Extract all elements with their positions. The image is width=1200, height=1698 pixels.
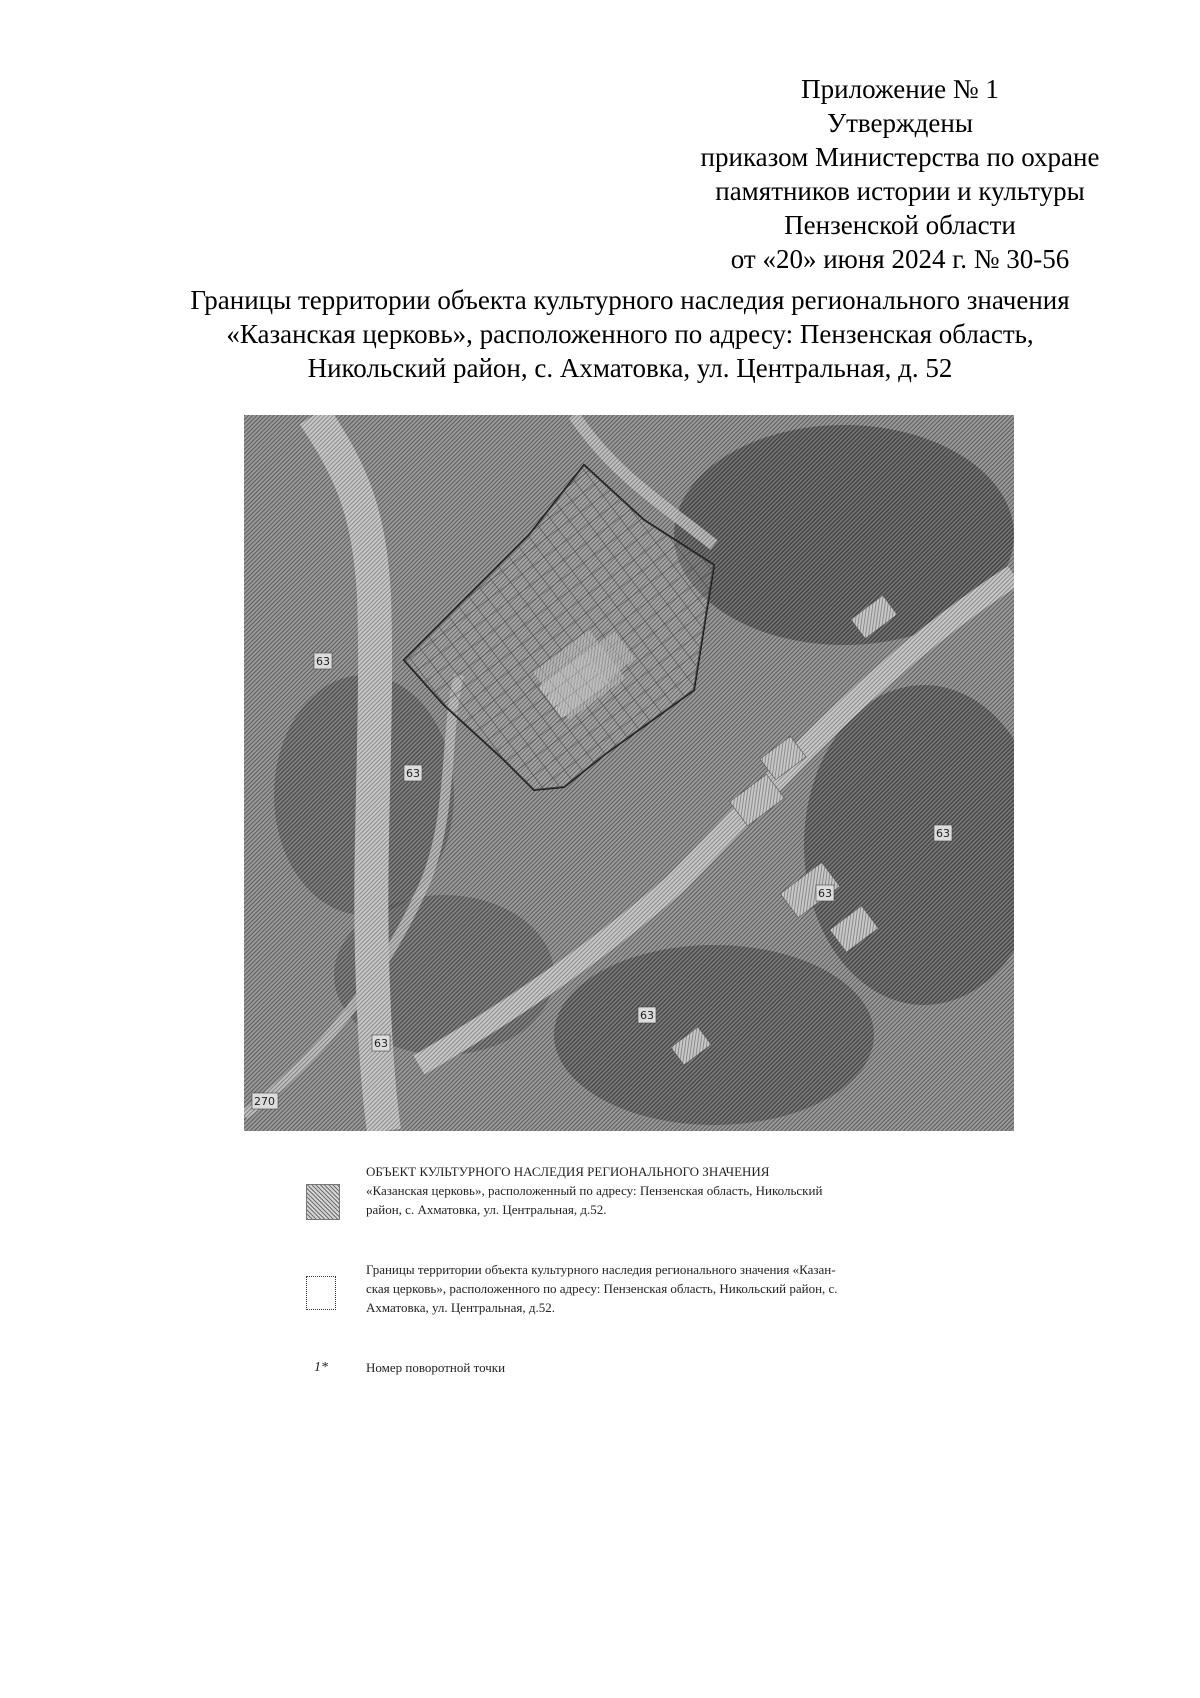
house-number-label — [934, 825, 952, 841]
order-line-3: Пензенской области — [784, 210, 1016, 240]
house-number-label — [816, 885, 834, 901]
legend-text: Границы территории объекта культурного наследия регионального значения «Казан- ская церковь», расположенного по адресу: Пензенская область, Никольский район, с. Ахматовка, ул. Центральная, д.52. — [366, 1262, 838, 1315]
house-number-label — [404, 765, 422, 781]
title-line-1: Границы территории объекта культурного наследия регионального значения — [190, 285, 1070, 315]
turning-point-marker-icon: 1* — [314, 1360, 328, 1375]
approved-label: Утверждены — [827, 108, 973, 138]
order-line-1: приказом Министерства по охране — [700, 142, 1100, 172]
order-date-number: от «20» июня 2024 г. № 30-56 — [730, 244, 1070, 274]
house-number-label — [252, 1093, 278, 1109]
house-number: 270 — [254, 1095, 275, 1108]
title-line-2: «Казанская церковь», расположенного по адресу: Пензенская область, — [226, 319, 1034, 349]
legend-item-heritage-object — [300, 1162, 980, 1232]
house-number-label — [314, 653, 332, 669]
house-number: 63 — [640, 1009, 654, 1022]
map-drawing — [244, 415, 1014, 1131]
legend-item-territory-boundary — [300, 1260, 980, 1330]
house-number: 63 — [818, 887, 832, 900]
house-number-label — [372, 1035, 390, 1051]
house-number: 63 — [374, 1037, 388, 1050]
legend-text: ОБЪЕКТ КУЛЬТУРНОГО НАСЛЕДИЯ РЕГИОНАЛЬНОГО ЗНАЧЕНИЯ «Казанская церковь», расположенный по адресу: Пензенская область, Никольский район, с. Ахматовка, ул. Центральная, д.52. — [366, 1164, 823, 1217]
house-number: 63 — [936, 827, 950, 840]
legend-text: Номер поворотной точки — [366, 1360, 506, 1375]
house-number: 63 — [316, 655, 330, 668]
document-title — [120, 283, 1140, 385]
title-line-3: Никольский район, с. Ахматовка, ул. Центральная, д. 52 — [307, 353, 953, 383]
appendix-header — [690, 72, 1110, 276]
house-number: 63 — [406, 767, 420, 780]
hatched-swatch-icon — [306, 1184, 340, 1220]
order-line-2: памятников истории и культуры — [715, 176, 1085, 206]
legend-item-turning-point — [300, 1358, 980, 1382]
satellite-map — [244, 415, 1014, 1131]
house-number-label — [638, 1007, 656, 1023]
dotted-boundary-icon — [306, 1276, 336, 1310]
appendix-number: Приложение № 1 — [801, 74, 999, 104]
